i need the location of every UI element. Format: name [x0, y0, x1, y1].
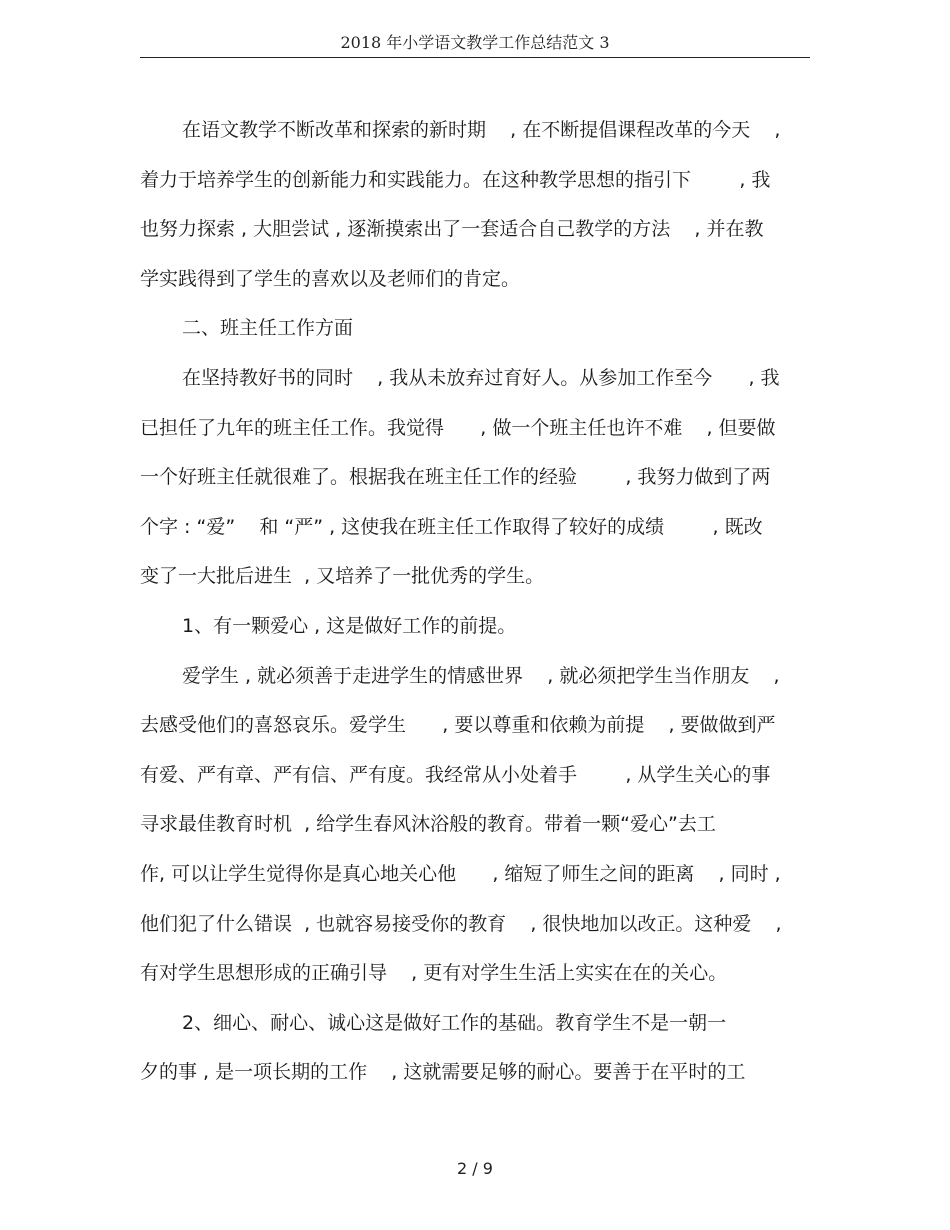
page-header	[140, 30, 810, 58]
paragraph-line: 爱学生 , 就必须善于走进学生的情感世界 , 就必须把学生当作朋友 ,	[182, 664, 780, 687]
page-number	[0, 1158, 950, 1180]
header-title: 2018 年小学语文教学工作总结范文 3	[340, 33, 610, 52]
paragraph-line: 个字 : “爱” 和 “严” , 这使我在班主任工作取得了较好的成绩 , 既改	[140, 515, 763, 538]
paragraph-line: 已担任了九年的班主任工作。我觉得 , 做一个班主任也许不难 , 但要做	[140, 416, 776, 439]
paragraph-line: 在坚持教好书的同时 , 我从未放弃过育好人。从参加工作至今 , 我	[182, 366, 780, 389]
paragraph-line: 着力于培养学生的创新能力和实践能力。在这种教学思想的指引下 , 我	[140, 168, 771, 191]
paragraph-line: 作, 可以让学生觉得你是真心地关心他 , 缩短了师生之间的距离 , 同时 ,	[140, 862, 781, 885]
subsection-heading: 2、细心、耐心、诚心这是做好工作的基础。教育学生不是一朝一	[182, 1011, 727, 1034]
paragraph-line: 有爱、严有章、严有信、严有度。我经常从小处着手 , 从学生关心的事	[140, 763, 771, 786]
paragraph-line: 学实践得到了学生的喜欢以及老师们的肯定。	[140, 267, 521, 290]
paragraph-line: 变了一大批后进生 , 又培养了一批优秀的学生。	[140, 565, 545, 588]
paragraph-line: 一个好班主任就很难了。根据我在班主任工作的经验 , 我努力做到了两	[140, 466, 771, 489]
paragraph-line: 有对学生思想形成的正确引导 , 更有对学生生活上实实在在的关心。	[140, 962, 728, 985]
subsection-heading: 1、有一颗爱心 , 这是做好工作的前提。	[182, 614, 517, 637]
document-body	[140, 110, 812, 1102]
paragraph-line: 他们犯了什么错误 , 也就容易接受你的教育 , 很快地加以改正。这种爱 ,	[140, 912, 782, 935]
paragraph-line: 夕的事 , 是一项长期的工作 , 这就需要足够的耐心。要善于在平时的工	[140, 1061, 746, 1084]
paragraph-line: 去感受他们的喜怒哀乐。爱学生 , 要以尊重和依赖为前提 , 要做做到严	[140, 714, 776, 737]
page-number-text: 2 / 9	[457, 1159, 493, 1178]
paragraph-line: 也努力探索 , 大胆尝试 , 逐渐摸索出了一套适合自己教学的方法 , 并在教	[140, 218, 764, 241]
paragraph-line: 在语文教学不断改革和探索的新时期 , 在不断提倡课程改革的今天 ,	[182, 119, 781, 141]
section-heading: 二、班主任工作方面	[182, 317, 354, 340]
paragraph-line: 寻求最佳教育时机 , 给学生春风沐浴般的教育。带着一颗“爱心”去工	[140, 813, 716, 836]
